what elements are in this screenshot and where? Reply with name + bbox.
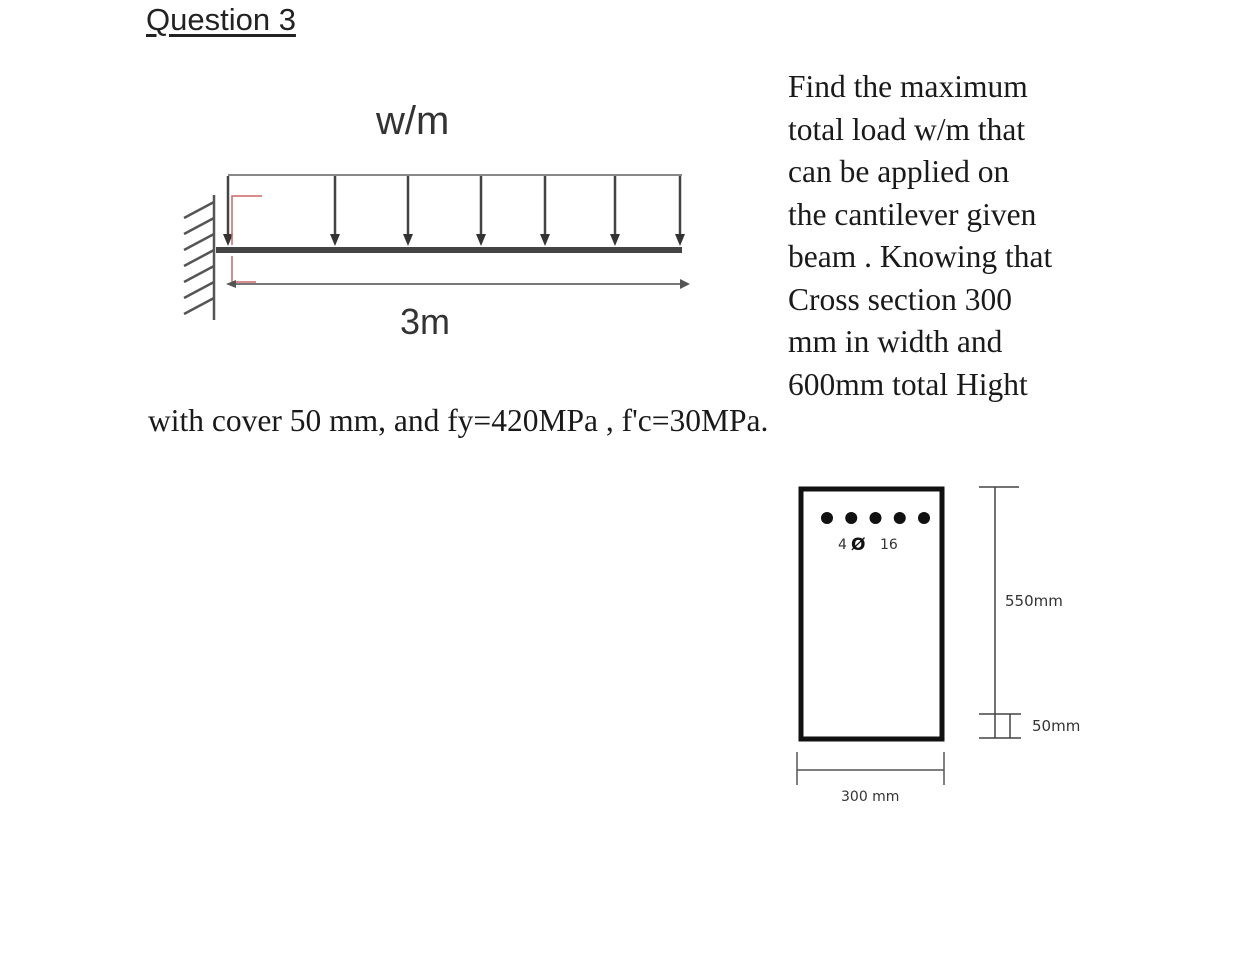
rebar-diameter-symbol: Ø — [851, 535, 866, 555]
load-arrow-head — [403, 234, 413, 246]
question-title: Question 3 — [146, 2, 296, 37]
problem-line: mm in width and — [788, 324, 1003, 359]
load-arrow-head — [330, 234, 340, 246]
span-arrowhead — [680, 279, 690, 289]
cantilever-beam-diagram — [0, 0, 720, 360]
width-dimension — [797, 752, 944, 785]
width-label: 300 mm — [841, 789, 900, 805]
load-arrow-head — [540, 234, 550, 246]
load-arrow-head — [675, 234, 685, 246]
rebar-bar — [845, 512, 857, 524]
rebar-count: 4 — [838, 537, 847, 553]
red-marks — [232, 196, 262, 282]
fixed-support — [184, 195, 214, 320]
load-label: w/m — [376, 99, 450, 143]
problem-line: beam . Knowing that — [788, 239, 1053, 274]
depth-dimension — [979, 487, 1021, 738]
section-outline — [801, 489, 942, 739]
load-arrows — [223, 176, 685, 246]
load-arrow-head — [610, 234, 620, 246]
effective-depth-label: 550mm — [1005, 592, 1063, 610]
load-arrow-head — [476, 234, 486, 246]
rebar-bar — [821, 512, 833, 524]
problem-line: the cantilever given — [788, 196, 1037, 232]
problem-line: total load w/m that — [788, 111, 1026, 147]
span-label: 3m — [400, 301, 451, 342]
problem-line: Find the maximum — [788, 69, 1028, 104]
problem-line: can be applied on — [788, 154, 1010, 189]
span-arrowhead-left — [226, 280, 236, 288]
problem-line: 600mm total Hight — [788, 366, 1028, 402]
rebar-size: 16 — [880, 537, 898, 553]
rebar-bars — [821, 512, 930, 524]
rebar-bar — [870, 512, 882, 524]
beam — [216, 247, 682, 253]
rebar-bar — [918, 512, 930, 524]
cover-label: 50mm — [1032, 717, 1081, 735]
rebar-bar — [894, 512, 906, 524]
problem-continuation: with cover 50 mm, and fy=420MPa , f'c=30MPa. — [148, 403, 769, 438]
problem-line: Cross section 300 — [788, 281, 1012, 317]
problem-statement — [788, 66, 1118, 406]
